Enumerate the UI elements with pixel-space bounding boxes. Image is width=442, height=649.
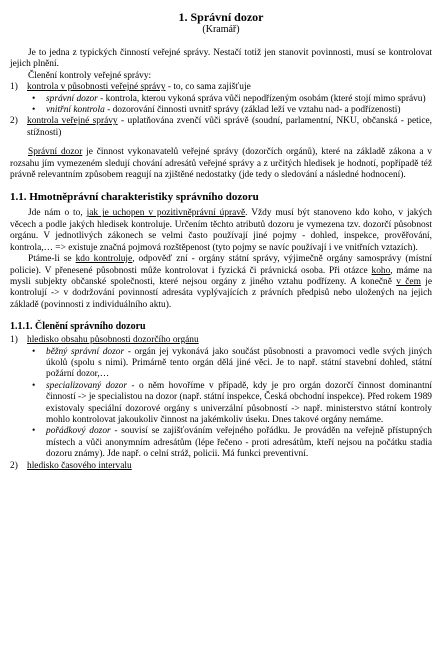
list-number: 2) [10,116,18,127]
section-heading: 1.1. Hmotněprávní charakteristiky správního dozoru [10,191,259,204]
list-item [10,461,432,472]
bullet-text: - kontrola, kterou vykoná správa vůči nepodřízeným osobám (které stojí mimo správu) [97,93,426,104]
underlined-phrase: koho [371,265,391,276]
definition-paragraph [10,147,432,181]
bullet-term: běžný správní dozor [46,346,125,357]
intro-list-heading: Členění kontroly veřejné správy: [28,70,152,81]
body-paragraph [10,254,432,311]
list-item-term: hledisko obsahu působnosti dozorčího orgánu [27,335,199,346]
bullet-item [32,381,432,427]
subsection-heading: 1.1.1. Členění správního dozoru [10,321,146,333]
intro-paragraph: Je to jedna z typických činností veřejné správy. Nestačí totiž jen stanovit povinnosti, musí se kontrolovat jejich plnění. [10,48,432,70]
definition-term: Správní dozor [28,147,83,158]
list-number: 2) [10,460,18,471]
bullet-icon: • [32,380,36,391]
text-run: . Vždy musí být stanoveno kdo koho, v jakých věcech a podle jakých hledisek kontroluje. Určením těchto atributů dozoru je vymezena tzv. dozorčí působnost orgánu. V jednotlivých zákonech se velmi často používají jiné pojmy - dohled, inspekce, prověřování, kontrola,… => existuje značná pojmová rozštěpenost (tyto pojmy se navíc používají i ve vnitřních vztazích). [10,208,432,253]
underlined-phrase: kdo kontroluje [75,254,133,265]
bullet-text: - orgán jej vykonává jako součást působnosti a pravomoci vedle svých jiných úkolů (spolu s nimi). Primárně tento orgán dělá jiné věci. Je to např. státní stavební dohled, státní požární dozor,… [46,346,432,380]
bullet-item [32,347,432,381]
list-item-term: kontrola veřejné správy [27,116,118,127]
text-run: , máme na mysli subjekty občanské společnosti, které nejsou orgány z jiného vztahu podřízeny. A konečně [10,265,432,287]
list-item [10,335,432,346]
bullet-term: pořádkový dozor [46,426,111,437]
bullet-term: správní dozor [46,93,98,104]
bullet-icon: • [32,426,36,437]
list-number: 1) [10,82,18,93]
bullet-term: vnitřní kontrola [46,105,105,116]
body-paragraph [10,208,432,254]
text-run: Ptáme-li se [28,254,76,265]
bullet-item [32,426,432,460]
bullet-text: - souvisí se zajišťováním veřejného pořádku. Je prováděn na veřejně přístupných místech a vůči anonymním adresátům (lépe řečeno - proti adresátům, kteří nejsou na počátku stadia dozoru známy). Jde např. o celní stráž, policii. Má funkci preventivní. [46,426,432,460]
page-subtitle: (Kramář) [202,24,240,35]
bullet-term: specializovaný dozor [46,380,127,391]
bullet-text: - o něm hovoříme v případě, kdy je pro orgán dozorčí činnost dominantní činností -> je specialistou na dozor (např. státní inspekce, Česká obchodní inspekce). Před rokem 1989 existovaly speciální dozorové orgány s univerzální působností -> např. ministerstvo státní kontroly mohlo kontrolovat jakoukoliv činnost na jakémkoliv úseku. Dnes takové orgány nemáme. [46,380,432,425]
bullet-icon: • [32,93,36,104]
list-item [10,82,432,93]
list-number: 1) [10,335,18,346]
list-item-term: kontrola v působnosti veřejné správy [27,82,166,93]
text-run: , odpověď zní - orgány státní správy, výjimečně orgány samosprávy (místní policie). V přenesené působnosti může kontrolovat i fyzická či právnická osoba. Při otázce [10,254,432,276]
bullet-icon: • [32,105,36,116]
text-run: Jde nám o to, [28,208,87,219]
list-item-text: - to, co sama zajišťuje [165,82,251,93]
bullet-item [32,94,432,105]
list-item-text: - uplatňována zvenčí vůči správě (soudní, parlamentní, NKU, občanská - petice, stížnosti) [27,116,432,138]
definition-text: je činnost vykonavatelů veřejné správy (dozorčích orgánů), které na základě zákona a v rozsahu jím vymezeném sledují chování adresátů veřejné správy a z určitých hledisek je hodnotí, popřípadě též právně relevantním způsobem reagují na zjištěné nedostatky (jde tedy o sledování a následné hodnocení). [10,147,432,181]
list-item-term: hledisko časového intervalu [27,460,132,471]
list-item [10,116,432,139]
bullet-item [32,105,432,116]
underlined-phrase: v čem [396,276,421,287]
bullet-icon: • [32,346,36,357]
underlined-phrase: jak je uchopen v pozitivněprávní úpravě [86,208,246,219]
page-title: 1. Správní dozor [178,10,264,24]
text-run: je kontrolují -> v dodržování povinností adresáta vyplývajících z právních předpisů nebo uložených na jejich základě (povinnosti z individuálního aktu). [10,276,432,310]
bullet-text: - dozorování činnosti uvnitř správy (základ leží ve vztahu nad- a podřízenosti) [104,105,401,116]
